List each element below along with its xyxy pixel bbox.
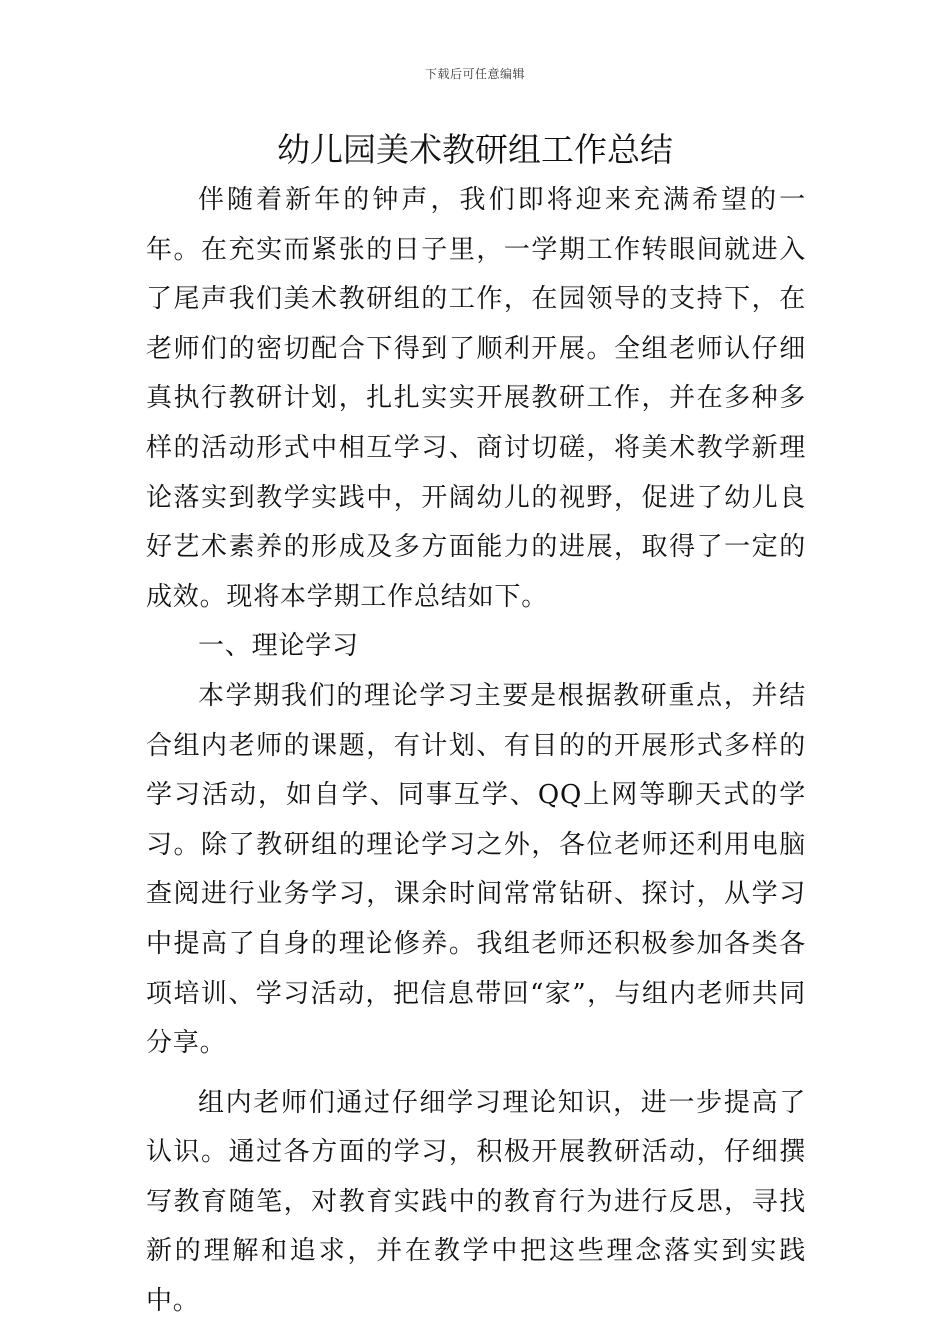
header-note: 下载后可任意编辑 [424, 67, 525, 81]
document-body [146, 176, 806, 1327]
teacher-reflection-paragraph: 组内老师们通过仔细学习理论知识，进一步提高了认识。通过各方面的学习，积极开展教研活动，仔细撰写教育随笔，对教育实践中的教育行为进行反思，寻找新的理解和追求，并在教学中把这些理念落实到实践中。 [146, 1087, 806, 1317]
intro-paragraph: 伴随着新年的钟声，我们即将迎来充满希望的一年。在充实而紧张的日子里，一学期工作转眼间就进入了尾声我们美术教研组的工作，在园领导的支持下，在老师们的密切配合下得到了顺利开展。全组老师认仔细真执行教研计划，扎扎实实开展教研工作，并在多种多样的活动形式中相互学习、商讨切磋，将美术教学新理论落实到教学实践中，开阔幼儿的视野，促进了幼儿良好艺术素养的形成及多方面能力的进展，取得了一定的成效。现将本学期工作总结如下。 [146, 185, 806, 612]
theory-study-paragraph: 本学期我们的理论学习主要是根据教研重点，并结合组内老师的课题，有计划、有目的的开展形式多样的学习活动，如自学、同事互学、QQ上网等聊天式的学习。除了教研组的理论学习之外，各位老师还利用电脑查阅进行业务学习，课余时间常常钻研、探讨，从学习中提高了自身的理论修养。我组老师还积极参加各类各项培训、学习活动，把信息带回“家”，与组内老师共同分享。 [146, 680, 806, 1059]
section-heading-theory-study: 一、理论学习 [198, 631, 359, 662]
document-title: 幼儿园美术教研组工作总结 [277, 130, 673, 169]
